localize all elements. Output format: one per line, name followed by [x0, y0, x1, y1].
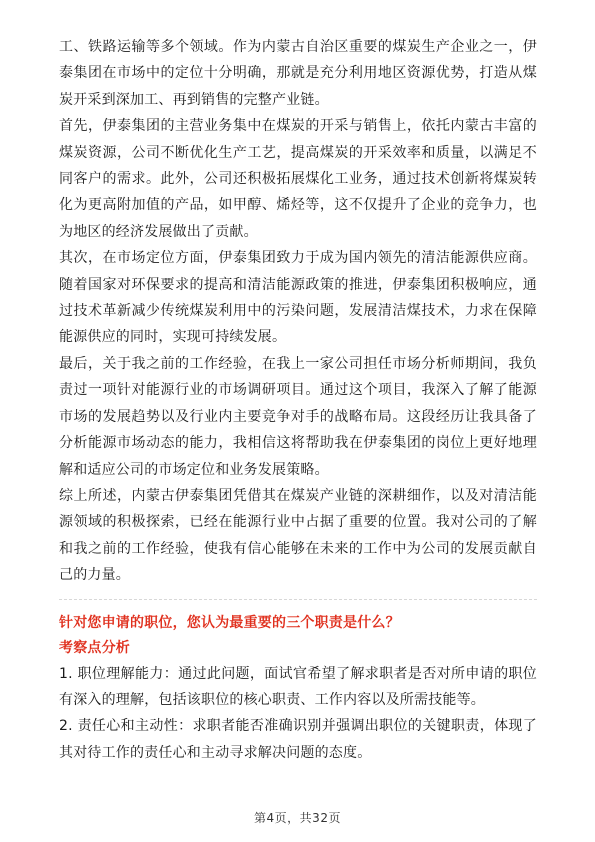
page-number: 第4页，共32页 [254, 811, 341, 825]
analysis-item: 1. 职位理解能力：通过此问题，面试官希望了解求职者是否对所申请的职位有深入的理解，包括该职位的核心职责、工作内容以及所需技能等。 [59, 665, 537, 708]
body-paragraph: 其次，在市场定位方面，伊泰集团致力于成为国内领先的清洁能源供应商。随着国家对环保要求的提高和清洁能源政策的推进，伊泰集团积极响应，通过技术革新减少传统煤炭利用中的污染问题，发展清洁煤技术，力求在保障能源供应的同时，实现可持续发展。 [59, 250, 537, 346]
page-content [59, 34, 537, 766]
analysis-item: 2. 责任心和主动性：求职者能否准确识别并强调出职位的关键职责，体现了其对待工作的责任心和主动寻求解决问题的态度。 [59, 718, 537, 761]
body-paragraph: 最后，关于我之前的工作经验，在我上一家公司担任市场分析师期间，我负责过一项针对能源行业的市场调研项目。通过这个项目，我深入了解了能源市场的发展趋势以及行业内主要竞争对手的战略布局。这段经历让我具备了分析能源市场动态的能力，我相信这将帮助我在伊泰集团的岗位上更好地理解和适应公司的市场定位和业务发展策略。 [59, 355, 537, 478]
analysis-heading: 考察点分析 [59, 639, 130, 656]
question-heading: 针对您申请的职位，您认为最重要的三个职责是什么？ [59, 614, 400, 631]
body-paragraph: 工、铁路运输等多个领域。作为内蒙古自治区重要的煤炭生产企业之一，伊泰集团在市场中的定位十分明确，那就是充分利用地区资源优势，打造从煤炭开采到深加工、再到销售的完整产业链。 [59, 39, 537, 108]
section-divider [59, 599, 537, 601]
body-paragraph: 综上所述，内蒙古伊泰集团凭借其在煤炭产业链的深耕细作，以及对清洁能源领域的积极探索，已经在能源行业中占据了重要的位置。我对公司的了解和我之前的工作经验，使我有信心能够在未来的工作中为公司的发展贡献自己的力量。 [59, 487, 537, 584]
body-paragraph: 首先，伊泰集团的主营业务集中在煤炭的开采与销售上，依托内蒙古丰富的煤炭资源，公司不断优化生产工艺，提高煤炭的开采效率和质量，以满足不同客户的需求。此外，公司还积极拓展煤化工业务，通过技术创新将煤炭转化为更高附加值的产品，如甲醇、烯烃等，这不仅提升了企业的竞争力，也为地区的经济发展做出了贡献。 [59, 118, 537, 240]
